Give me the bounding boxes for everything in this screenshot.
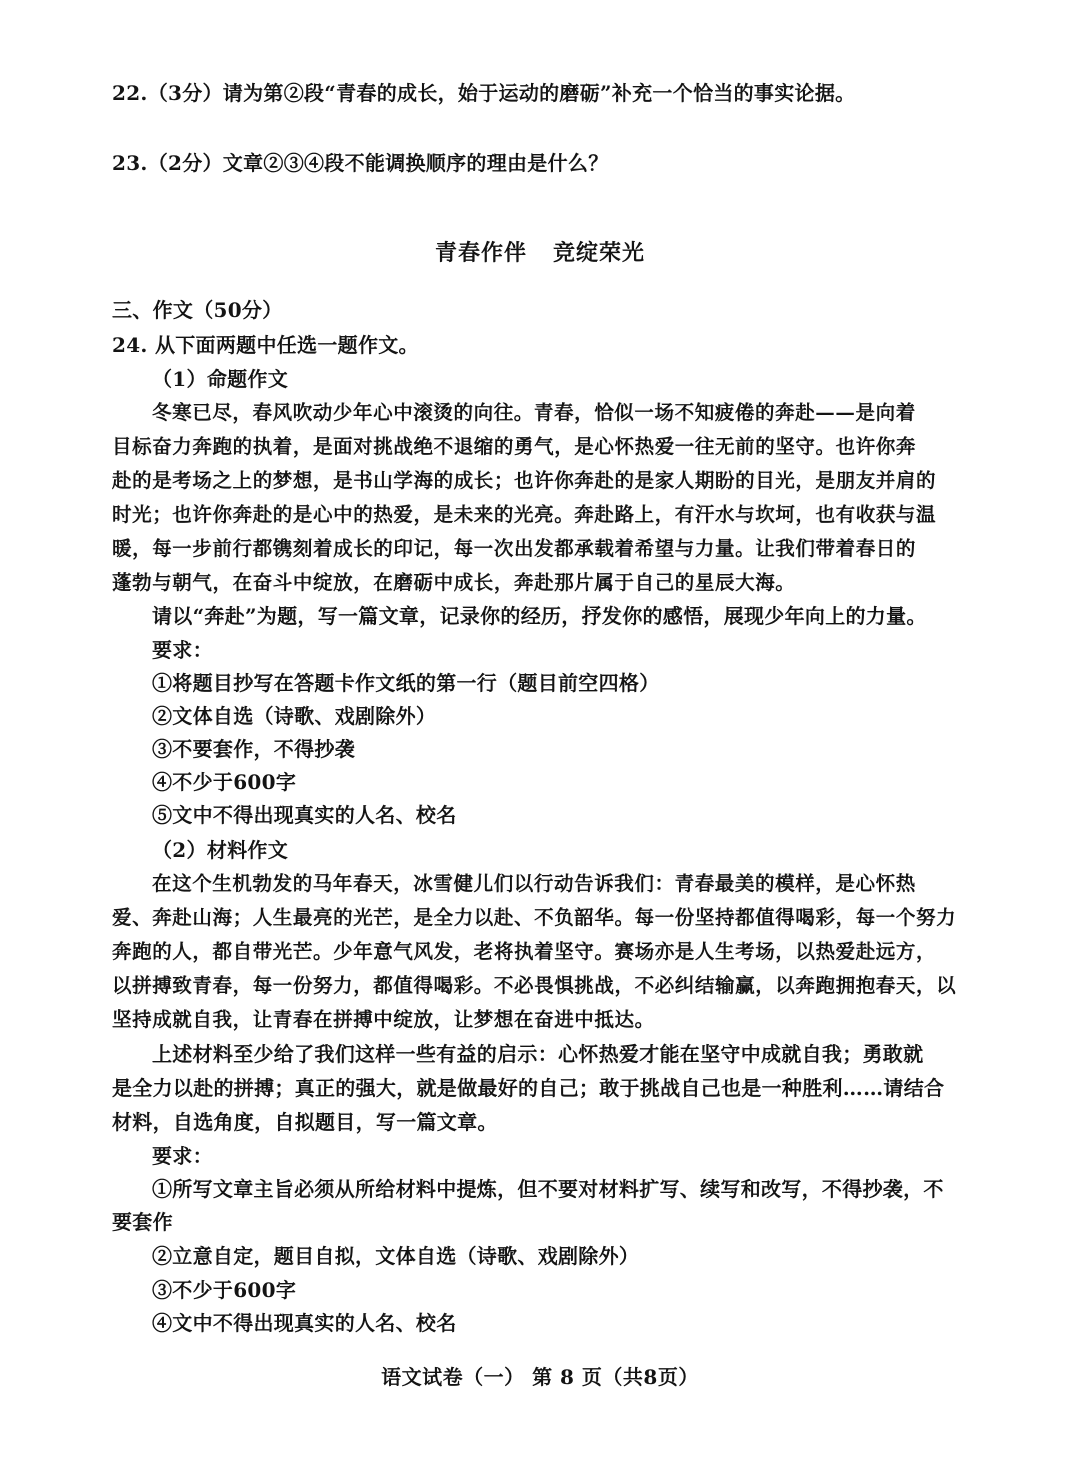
page-footer: 语文试卷（一） 第 8 页（共8页）	[381, 1365, 699, 1389]
essay-2-material-line: 以拼搏致青春，每一份努力，都值得喝彩。不必畏惧挑战，不必纠结输赢，以奔跑拥抱春天，以	[112, 974, 957, 997]
essay-2-inspiration-line: 上述材料至少给了我们这样一些有益的启示：心怀热爱才能在坚守中成就自我；勇敢就	[152, 1042, 924, 1066]
essay-2-material-line: 奔跑的人，都自带光芒。少年意气风发，老将执着坚守。赛场亦是人生考场，以热爱赴远方，	[112, 940, 937, 963]
essay-2-label: （2）材料作文	[152, 838, 289, 862]
essay-2-requirement: ①所写文章主旨必须从所给材料中提炼，但不要对材料扩写、续写和改写，不得抄袭，不	[152, 1177, 944, 1201]
essay-1-prompt-line: 蓬勃与朝气，在奋斗中绽放，在磨砺中成长，奔赴那片属于自己的星辰大海。	[112, 571, 796, 594]
essay-1-instruction: 请以“奔赴”为题，写一篇文章，记录你的经历，抒发你的感悟，展现少年向上的力量。	[152, 604, 927, 628]
essay-1-requirement: ②文体自选（诗歌、戏剧除外）	[152, 704, 437, 728]
question-23: 23.（2分）文章②③④段不能调换顺序的理由是什么？	[112, 151, 609, 175]
essay-2-material-line: 在这个生机勃发的马年春天，冰雪健儿们以行动告诉我们：青春最美的模样，是心怀热	[152, 872, 916, 895]
essay-1-prompt-line: 目标奋力奔跑的执着，是面对挑战绝不退缩的勇气，是心怀热爱一往无前的坚守。也许你奔	[112, 435, 917, 458]
essay-2-material-line: 坚持成就自我，让青春在拼搏中绽放，让梦想在奋进中抵达。	[112, 1008, 655, 1031]
question-24: 24. 从下面两题中任选一题作文。	[112, 333, 419, 357]
essay-1-prompt-line: 暖，每一步前行都镌刻着成长的印记，每一次出发都承载着希望与力量。让我们带着春日的	[112, 537, 917, 560]
essay-1-requirement: ④不少于600字	[152, 770, 297, 794]
question-22: 22.（3分）请为第②段“青春的成长，始于运动的磨砺”补充一个恰当的事实论据。	[112, 81, 856, 105]
essay-2-material-line: 爱、奔赴山海；人生最亮的光芒，是全力以赴、不负韶华。每一份坚持都值得喝彩，每一个努力	[112, 906, 957, 929]
essay-1-requirement: ⑤文中不得出现真实的人名、校名	[152, 803, 457, 827]
essay-2-inspiration-line: 是全力以赴的拼搏；真正的强大，就是做最好的自己；敢于挑战自己也是一种胜利……请结合	[112, 1076, 945, 1100]
essay-1-prompt-line: 冬寒已尽，春风吹动少年心中滚烫的向往。青春，恰似一场不知疲倦的奔赴——是向着	[152, 401, 916, 424]
essay-1-prompt-line: 时光；也许你奔赴的是心中的热爱，是未来的光亮。奔赴路上，有汗水与坎坷，也有收获与温	[112, 503, 937, 526]
essay-1-requirements-label: 要求：	[152, 638, 213, 662]
section-title	[0, 238, 1080, 270]
essay-1-requirement: ③不要套作，不得抄袭	[152, 737, 355, 761]
section-3-heading: 三、作文（50分）	[112, 298, 283, 322]
essay-1-prompt-line: 赴的是考场之上的梦想，是书山学海的成长；也许你奔赴的是家人期盼的目光，是朋友并肩的	[112, 469, 937, 492]
section-title-part2: 竞绽荣光	[553, 241, 646, 266]
essay-2-requirement: ②立意自定，题目自拟，文体自选（诗歌、戏剧除外）	[152, 1244, 640, 1268]
essay-2-requirements-label: 要求：	[152, 1144, 213, 1168]
essay-2-requirement: ③不少于600字	[152, 1278, 297, 1302]
section-title-part1: 青春作伴	[434, 241, 527, 266]
essay-2-inspiration-line: 材料，自选角度，自拟题目，写一篇文章。	[112, 1110, 498, 1134]
essay-1-label: （1）命题作文	[152, 367, 289, 391]
essay-2-requirement: ④文中不得出现真实的人名、校名	[152, 1311, 457, 1335]
essay-2-requirement-cont: 要套作	[112, 1210, 173, 1234]
essay-1-requirement: ①将题目抄写在答题卡作文纸的第一行（题目前空四格）	[152, 671, 660, 695]
